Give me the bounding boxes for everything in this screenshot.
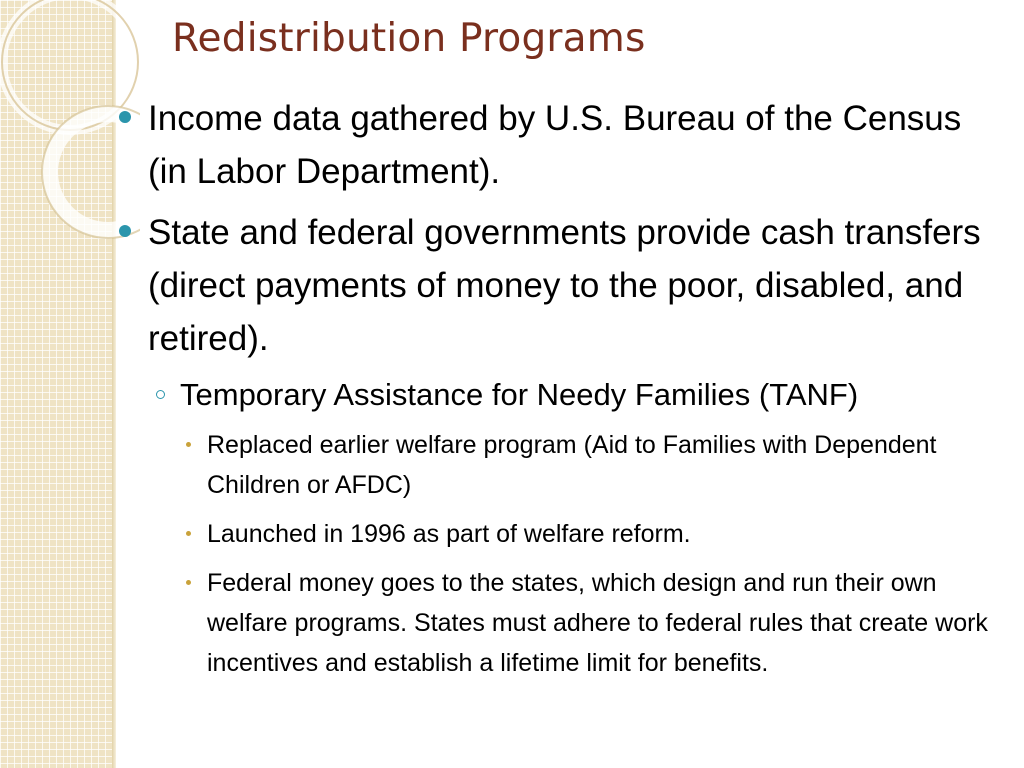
sub-sub-bullet-item bbox=[118, 563, 998, 683]
slide-title: Redistribution Programs bbox=[172, 16, 646, 61]
bullet-item bbox=[118, 92, 998, 198]
sub-sub-bullet-text: Launched in 1996 as part of welfare reform. bbox=[207, 520, 691, 548]
bullet-item bbox=[118, 206, 998, 365]
small-dot-bullet-icon bbox=[186, 442, 191, 447]
sub-sub-bullet-text: Replaced earlier welfare program (Aid to Families with Dependent Children or AFDC) bbox=[207, 431, 937, 499]
small-dot-bullet-icon bbox=[186, 531, 191, 536]
bullet-dot-icon bbox=[119, 111, 131, 123]
bullet-text: State and federal governments provide cash transfers (direct payments of money to the poor, disabled, and retired). bbox=[148, 213, 981, 358]
hollow-circle-bullet-icon bbox=[156, 390, 165, 399]
small-dot-bullet-icon bbox=[186, 580, 191, 585]
sub-bullet-text: Temporary Assistance for Needy Families (TANF) bbox=[180, 377, 859, 412]
sub-sub-bullet-text: Federal money goes to the states, which design and run their own welfare programs. States must adhere to federal rules that create work incentives and establish a lifetime limit for benefits. bbox=[207, 569, 988, 677]
slide-body bbox=[118, 92, 998, 692]
sub-sub-bullet-item bbox=[118, 425, 998, 505]
bullet-dot-icon bbox=[119, 225, 131, 237]
bullet-text: Income data gathered by U.S. Bureau of the Census (in Labor Department). bbox=[148, 99, 962, 191]
sub-bullet-item bbox=[118, 373, 998, 417]
sub-sub-bullet-item bbox=[118, 514, 998, 554]
